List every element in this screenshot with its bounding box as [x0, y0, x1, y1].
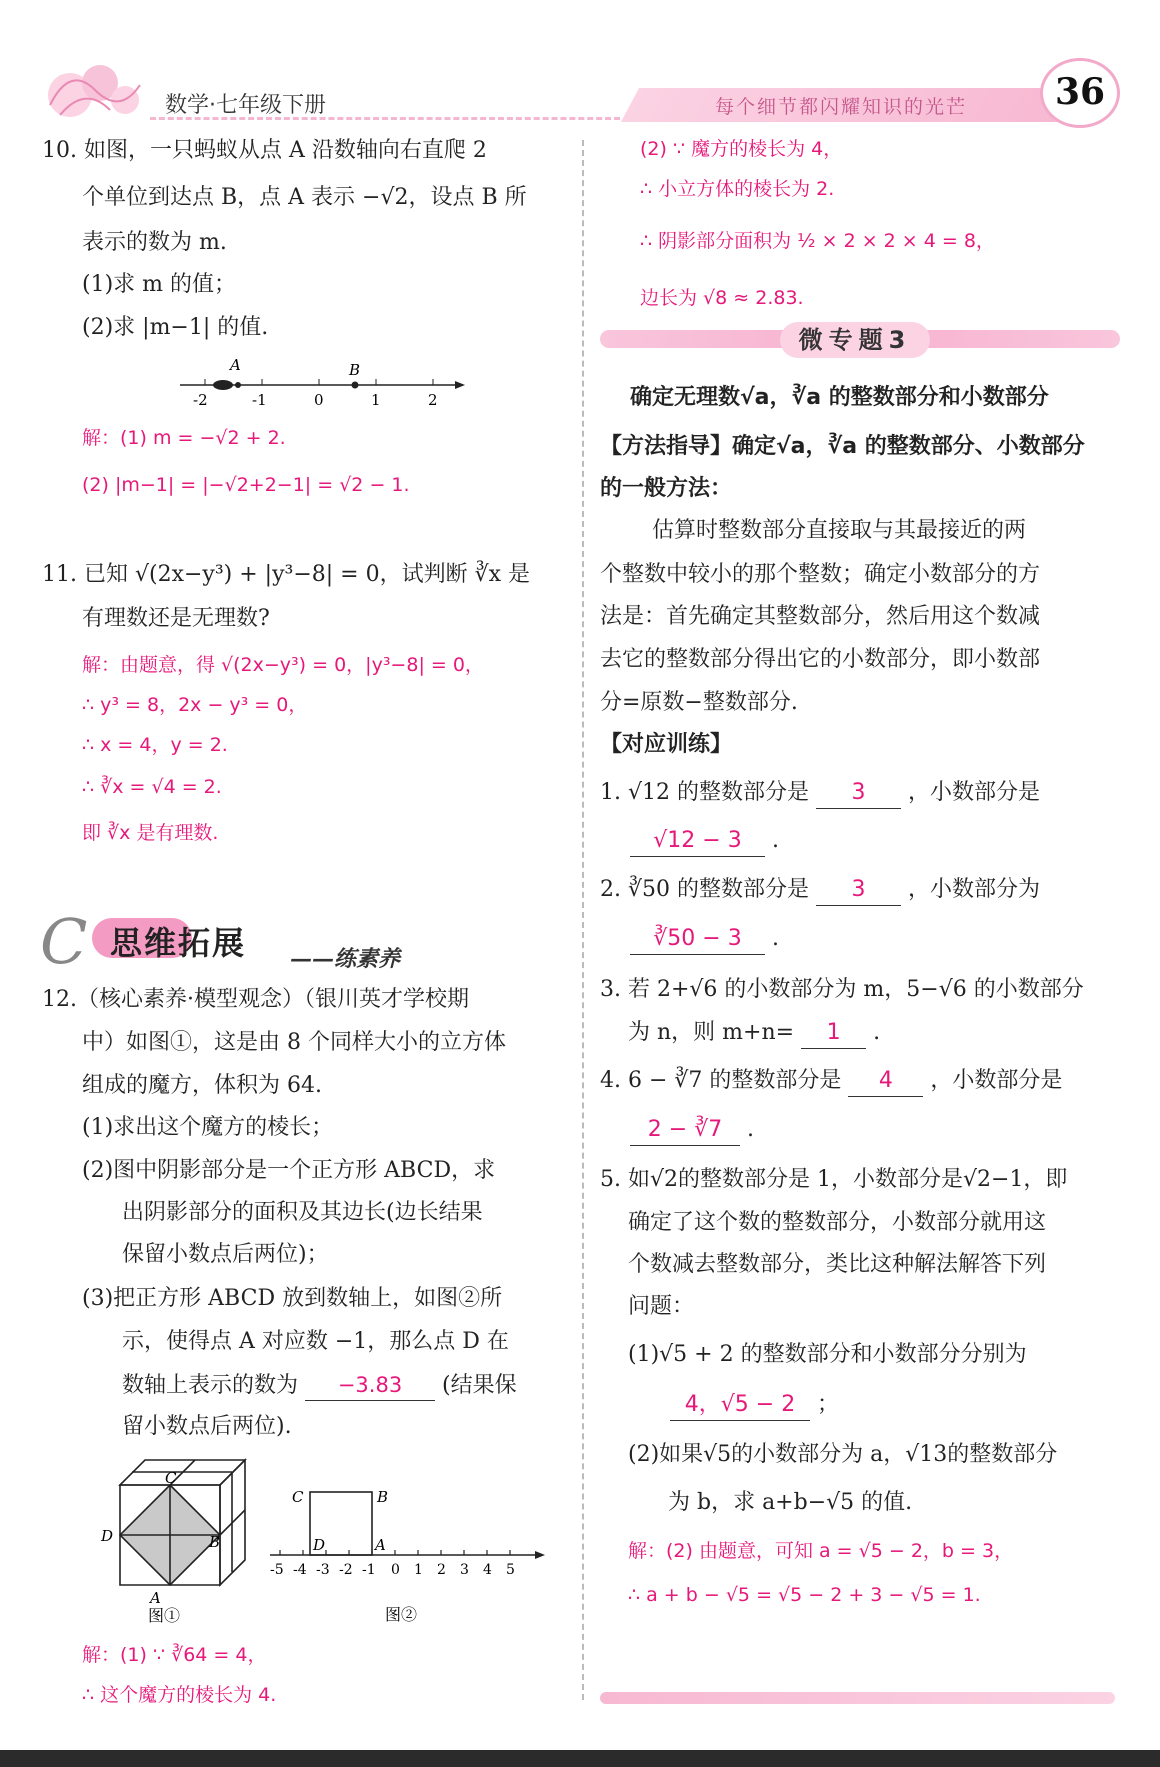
fig1-caption: 图①	[148, 1606, 181, 1625]
q12-line3: 组成的魔方，体积为 64.	[82, 1073, 322, 1098]
ant-icon	[213, 380, 233, 390]
q12c-sol4: 边长为 √8 ≈ 2.83.	[640, 287, 804, 309]
ex5-sub1-answer	[670, 1390, 839, 1421]
ex4-pre: 4. 6 − ∛7 的整数部分是	[600, 1068, 842, 1093]
q11-sol5: 即 ∛x 是有理数.	[82, 822, 219, 844]
q12-sub2c: 保留小数点后两位)；	[122, 1242, 329, 1267]
q10-number-line	[175, 355, 475, 410]
q12-line1: 12.（核心素养·模型观念）（银川英才学校期	[42, 987, 469, 1012]
q12-sub3c	[122, 1370, 517, 1401]
ex5-sub1: (1)√5 + 2 的整数部分和小数部分分别为	[628, 1342, 1027, 1367]
ex5-blank: 4，√5 − 2	[670, 1390, 810, 1421]
tick-label: -4	[293, 1562, 307, 1578]
ex1-mid: ，小数部分是	[908, 780, 1041, 805]
fig2-caption: 图②	[385, 1605, 418, 1624]
tick-label: -5	[270, 1562, 284, 1578]
ex2-line	[600, 875, 1040, 906]
ex1-line	[600, 778, 1040, 809]
tick-label: 0	[314, 391, 324, 409]
ex1-end: .	[772, 828, 779, 853]
ex5-sub1-end: ；	[817, 1392, 840, 1417]
q10-sol1: 解：(1) m = −√2 + 2.	[82, 427, 286, 449]
ex3-end: .	[873, 1020, 881, 1045]
page-number: 36	[1040, 58, 1120, 128]
q12-sub3c-pre: 数轴上表示的数为	[122, 1373, 299, 1398]
q11-line1: 11. 已知 √(2x−y³) + |y³−8| = 0，试判断 ∛x 是	[42, 562, 530, 587]
ex3-pre: 为 n，则 m+n=	[628, 1020, 795, 1045]
ex2-blank1: 3	[816, 875, 901, 906]
q11-sol2: ∴ y³ = 8，2x − y³ = 0，	[82, 694, 308, 716]
section-c-logo: C	[40, 905, 88, 978]
ex1-blank2: √12 − 3	[630, 826, 765, 857]
q12-sub3c-post: (结果保	[442, 1373, 517, 1398]
fig1-label-b: B	[209, 1533, 221, 1551]
q10-sol2: (2) |m−1| = |−√2+2−1| = √2 − 1.	[82, 474, 410, 496]
tick-label: -3	[316, 1562, 330, 1578]
q12c-sol1: (2) ∵ 魔方的棱长为 4，	[640, 138, 843, 160]
q11-line2: 有理数还是无理数?	[82, 606, 270, 631]
tick-label: -1	[252, 391, 267, 409]
q12-sol1: 解：(1) ∵ ∛64 = 4，	[82, 1644, 267, 1666]
guide-head: 【方法指导】确定√a，∛a 的整数部分、小数部分	[600, 434, 1085, 459]
guide-para4: 去它的整数部分得出它的小数部分，即小数部	[600, 647, 1041, 672]
ex5-line3: 个数减去整数部分，类比这种解法解答下列	[628, 1252, 1047, 1277]
ex5-sub2b: 为 b，求 a+b−√5 的值.	[668, 1490, 913, 1515]
q12-sub3b: 示，使得点 A 对应数 −1，那么点 D 在	[122, 1329, 509, 1354]
fig-label-a: A	[230, 356, 241, 374]
q12-sub2a: (2)图中阴影部分是一个正方形 ABCD，求	[82, 1158, 496, 1183]
q12c-sol3: ∴ 阴影部分面积为 ½ × 2 × 2 × 4 = 8，	[640, 230, 995, 252]
ex2-pre: 2. ∛50 的整数部分是	[600, 877, 809, 902]
fig2-label-d: D	[313, 1536, 326, 1554]
ex2-blank2: ∛50 − 3	[630, 924, 765, 955]
ex5-line4: 问题：	[628, 1294, 695, 1319]
ex4-mid: ，小数部分是	[930, 1068, 1063, 1093]
guide-para2: 个整数中较小的那个整数；确定小数部分的方	[600, 562, 1041, 587]
footer-bar	[0, 1750, 1160, 1767]
q12-sub1: (1)求出这个魔方的棱长；	[82, 1115, 334, 1140]
q10-line2: 个单位到达点 B，点 A 表示 −√2，设点 B 所	[82, 185, 527, 210]
guide-para5: 分=原数−整数部分.	[600, 690, 798, 715]
tick-label: 2	[428, 391, 438, 409]
fig1-label-a: A	[150, 1589, 161, 1607]
guide-para1: 估算时整数部分直接取与其最接近的两	[652, 518, 1027, 543]
tick-label: 1	[371, 391, 381, 409]
fig1-label-d: D	[101, 1527, 114, 1545]
ex1-line2	[630, 826, 779, 857]
ex3-blank: 1	[801, 1018, 866, 1049]
tick-label: 4	[483, 1562, 492, 1578]
q10-line1: 10. 如图，一只蚂蚁从点 A 沿数轴向右直爬 2	[42, 138, 487, 163]
q11-sol3: ∴ x = 4，y = 2.	[82, 734, 228, 756]
q12-sol2: ∴ 这个魔方的棱长为 4.	[82, 1684, 277, 1706]
q12-answer-blank: −3.83	[305, 1370, 435, 1401]
ex5-sub2a: (2)如果√5的小数部分为 a，√13的整数部分	[628, 1442, 1058, 1467]
ex4-end: .	[747, 1117, 754, 1142]
guide-para3: 法是：首先确定其整数部分，然后用这个数减	[600, 604, 1041, 629]
section-subtitle: ——练素养	[290, 946, 401, 972]
figure-cube	[95, 1455, 255, 1625]
ex1-blank1: 3	[816, 778, 901, 809]
q12c-sol2: ∴ 小立方体的棱长为 2.	[640, 178, 835, 200]
tick-label: 2	[437, 1562, 446, 1578]
ex4-blank2: 2 − ∛7	[630, 1115, 740, 1146]
train-head: 【对应训练】	[600, 732, 733, 757]
tick-label: -2	[339, 1562, 353, 1578]
tick-label: 1	[414, 1562, 423, 1578]
ex5-line1: 5. 如√2的整数部分是 1，小数部分是√2−1，即	[600, 1167, 1068, 1192]
tick-label: 3	[460, 1562, 469, 1578]
ex4-line	[600, 1066, 1062, 1097]
header-subject: 数学·七年级下册	[165, 93, 326, 118]
q10-sub2: (2)求 |m−1| 的值.	[82, 315, 269, 340]
q11-sol4: ∴ ∛x = √4 = 2.	[82, 776, 222, 798]
fig1-label-c: C	[165, 1469, 177, 1487]
fig2-label-b: B	[377, 1488, 389, 1506]
ex3-line2	[628, 1018, 880, 1049]
header-dashes	[150, 117, 620, 120]
fig2-label-a: A	[375, 1536, 386, 1554]
ex2-mid: ，小数部分为	[908, 877, 1041, 902]
header-ornament	[40, 55, 150, 125]
bottom-band	[600, 1692, 1115, 1704]
ex2-end: .	[772, 926, 779, 951]
guide-head2: 的一般方法：	[600, 476, 733, 501]
ex5-sol1: 解：(2) 由题意，可知 a = √5 − 2，b = 3，	[628, 1540, 1014, 1562]
figure-square-numberline	[265, 1470, 555, 1625]
ex5-sol2: ∴ a + b − √5 = √5 − 2 + 3 − √5 = 1.	[628, 1584, 981, 1606]
ex3-line1: 3. 若 2+√6 的小数部分为 m，5−√6 的小数部分	[600, 977, 1084, 1002]
topic-title: 确定无理数√a，∛a 的整数部分和小数部分	[630, 385, 1049, 410]
q11-sol1: 解：由题意，得 √(2x−y³) = 0，|y³−8| = 0，	[82, 654, 484, 676]
q12-sub3d: 留小数点后两位).	[122, 1414, 292, 1439]
q12-sub3a: (3)把正方形 ABCD 放到数轴上，如图②所	[82, 1286, 503, 1311]
q12-sub2b: 出阴影部分的面积及其边长(边长结果	[122, 1200, 483, 1225]
fig-label-b: B	[349, 361, 361, 379]
topic-pill: 微专题3	[780, 322, 930, 358]
fig2-label-c: C	[292, 1488, 304, 1506]
column-divider	[582, 140, 584, 1700]
q10-line3: 表示的数为 m.	[82, 230, 227, 255]
ex4-blank1: 4	[848, 1066, 923, 1097]
header-slogan: 每个细节都闪耀知识的光芒	[715, 96, 968, 118]
tick-label: -2	[193, 391, 208, 409]
tick-label: 0	[391, 1562, 400, 1578]
ex5-line2: 确定了这个数的整数部分，小数部分就用这	[628, 1210, 1047, 1235]
ex1-pre: 1. √12 的整数部分是	[600, 780, 809, 805]
tick-label: 5	[506, 1562, 515, 1578]
ex4-line2	[630, 1115, 754, 1146]
tick-label: -1	[362, 1562, 376, 1578]
q10-sub1: (1)求 m 的值；	[82, 272, 237, 297]
q12-line2: 中）如图①，这是由 8 个同样大小的立方体	[82, 1030, 506, 1055]
section-title: 思维拓展	[110, 924, 247, 962]
ex2-line2	[630, 924, 779, 955]
